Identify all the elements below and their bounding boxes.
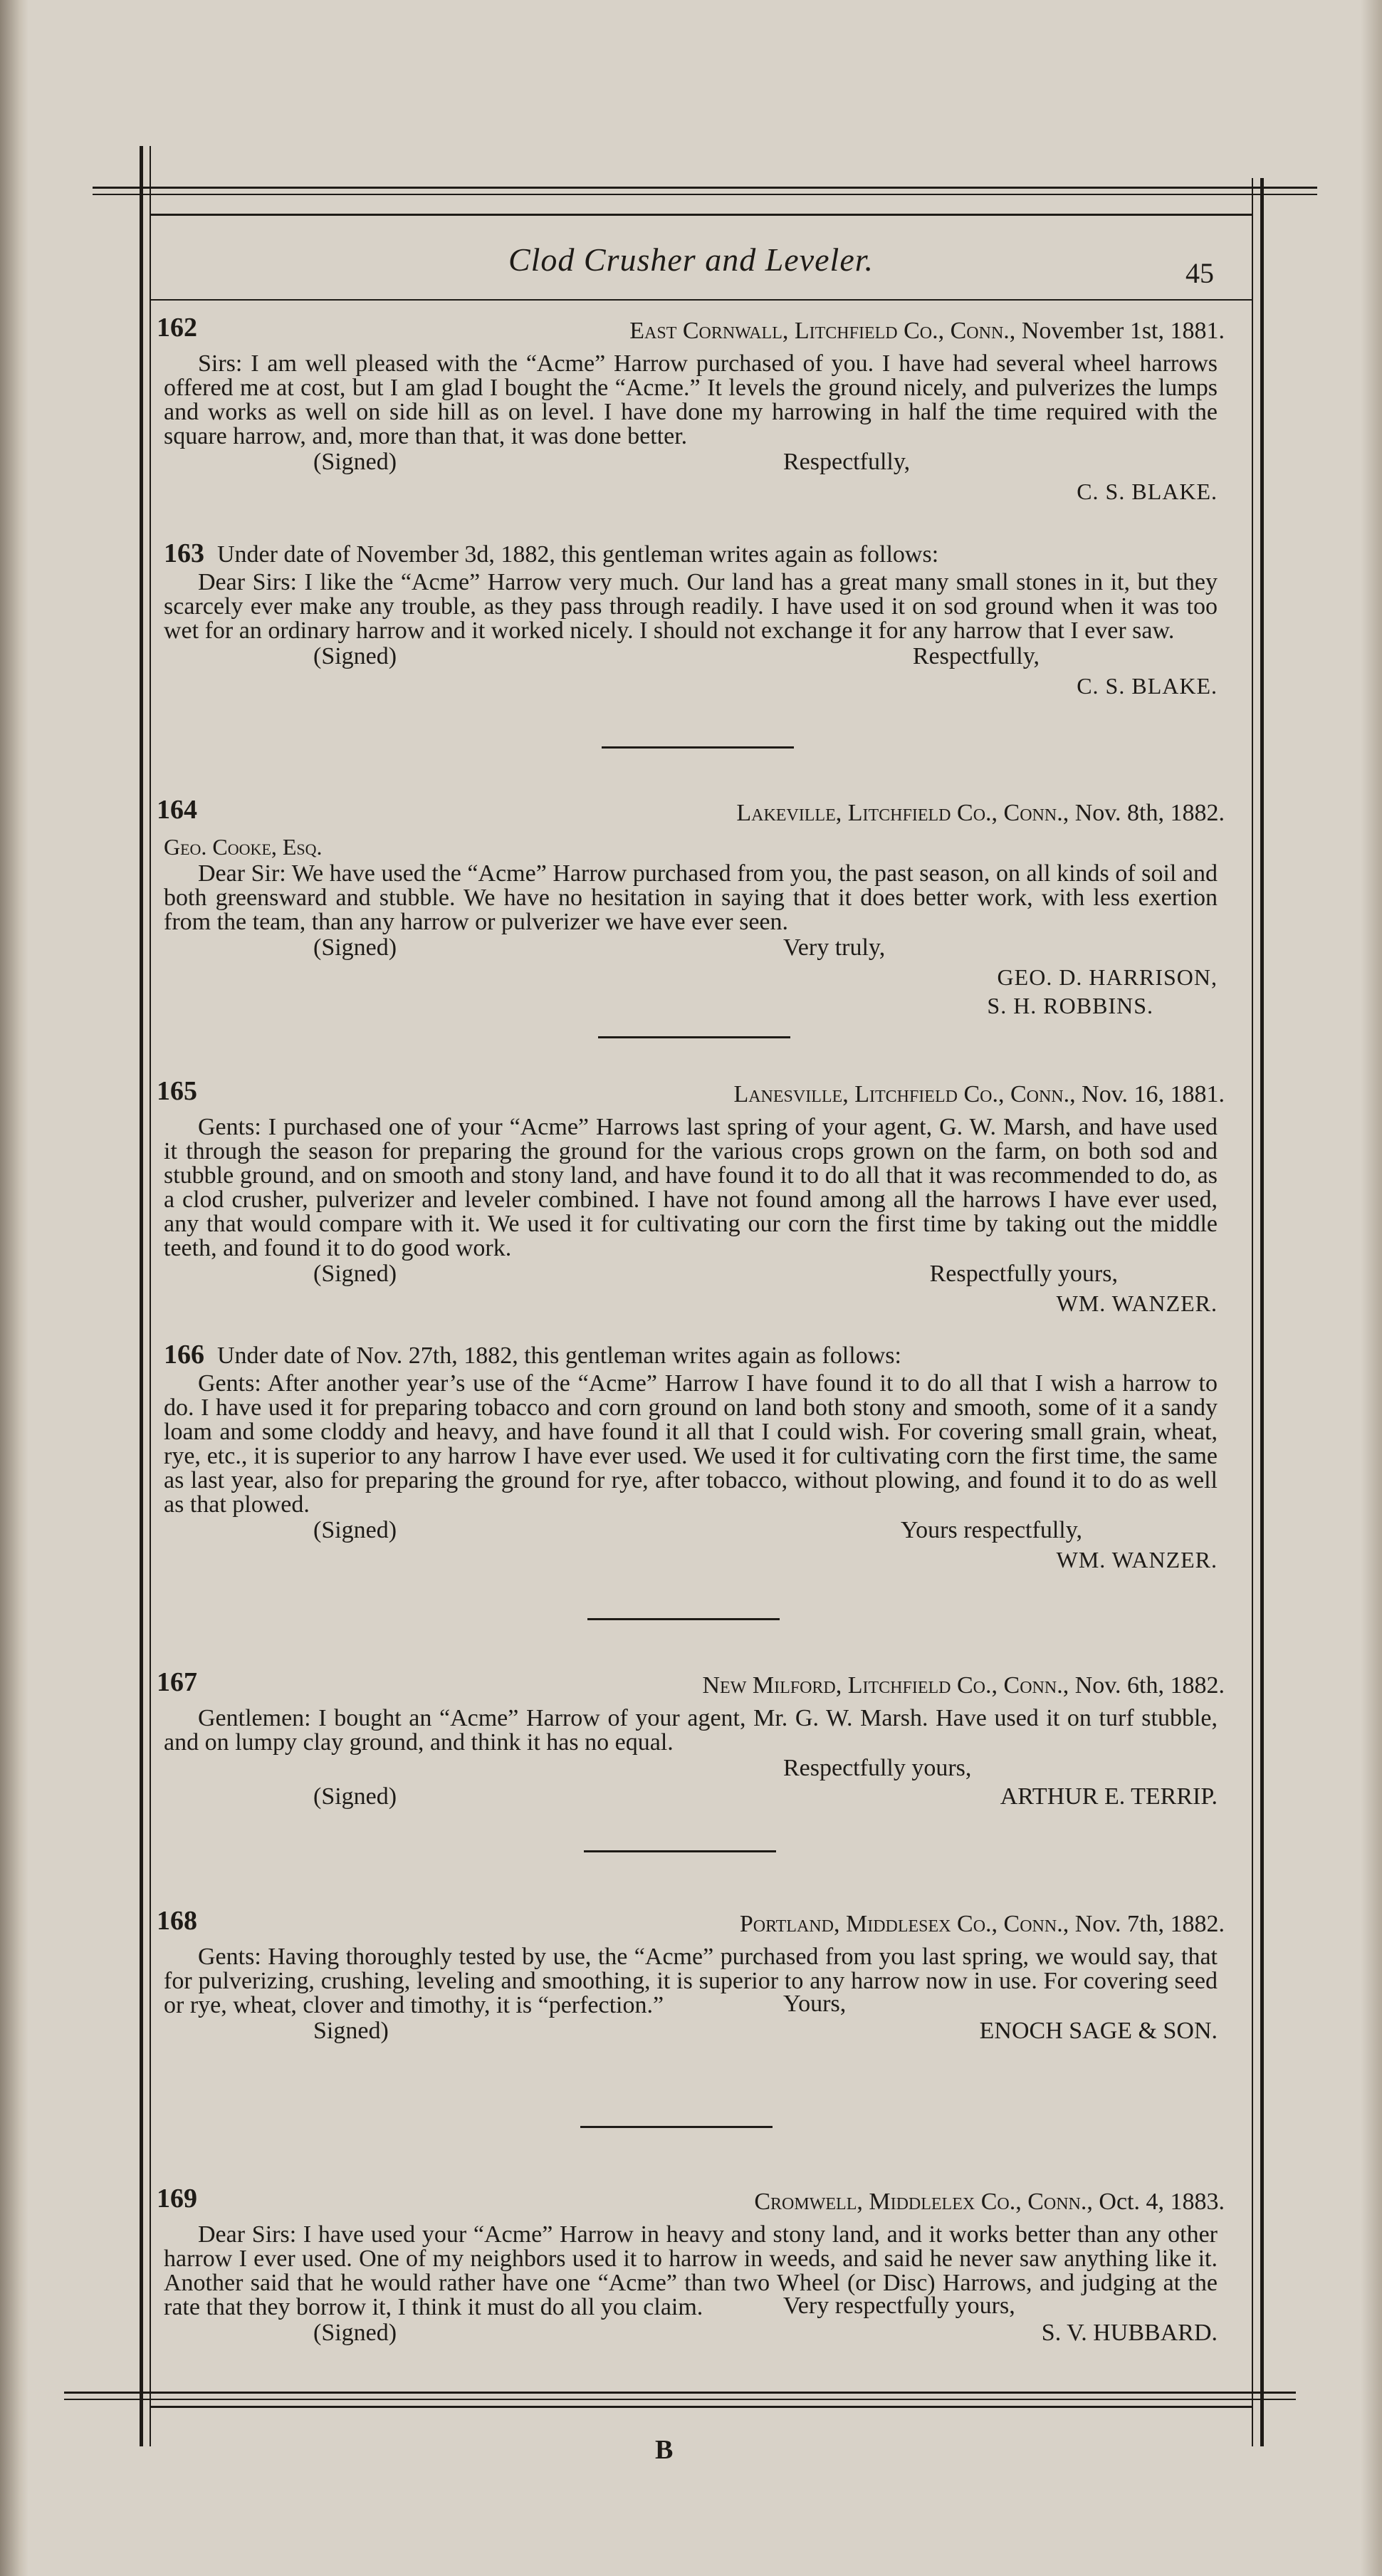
closing: Very respectfully yours, bbox=[783, 2293, 1015, 2319]
header-rule-top-2 bbox=[93, 194, 1317, 195]
page-edge-shadow bbox=[0, 0, 28, 2576]
closing: Yours respectfully, bbox=[901, 1517, 1082, 1543]
border-left-outer bbox=[140, 146, 143, 2446]
border-right-outer bbox=[1260, 178, 1264, 2446]
entry-body: Sirs: I am well pleased with the “Acme” Harrow purchased of you. I have had several wheel harrows offered me at cost, but I am glad I bought the “Acme.” It levels the ground nicely, and pulverizes the lumps and works as well on side hill as on level. I have done my harrowing in half the time required with the square harrow, and, more than that, it was done better. bbox=[164, 350, 1218, 449]
entry-number: 168 bbox=[157, 1906, 197, 1936]
printers-signature-mark: B bbox=[655, 2435, 674, 2465]
signed-label: (Signed) bbox=[313, 2320, 397, 2346]
entry-body: Dear Sirs: I like the “Acme” Harrow very much. Our land has a great many small stones in it, but they scarcely ever make any trouble, as they pass through readily. I have used it on sod ground when it was too wet for an ordinary harrow and it worked nicely. I should not exchange it for any harrow that I ever saw. bbox=[164, 569, 1218, 644]
signed-label: (Signed) bbox=[313, 934, 397, 961]
entry-place: Portland, Middlesex Co., Conn., Nov. 7th, 1882. bbox=[739, 1911, 1225, 1937]
signed-label: Signed) bbox=[313, 2018, 389, 2044]
signature: ARTHUR E. TERRIP. bbox=[1000, 1783, 1218, 1810]
header-rule-bottom bbox=[151, 299, 1252, 301]
signed-label: (Signed) bbox=[313, 1783, 397, 1810]
entry-intro: 163 Under date of November 3d, 1882, this gentleman writes again as follows: bbox=[164, 538, 939, 568]
sign-row bbox=[157, 2018, 1225, 2046]
testimonial-169 bbox=[157, 2183, 1225, 2346]
signature: S. V. HUBBARD. bbox=[1041, 2320, 1218, 2346]
sign-row bbox=[157, 1261, 1225, 1289]
separator-rule bbox=[584, 1850, 776, 1852]
signed-label: (Signed) bbox=[313, 1261, 397, 1287]
entry-body: Gents: I purchased one of your “Acme” Harrows last spring of your agent, G. W. Marsh, and have used it through the season for preparing the ground for the various crops grown on the farm, on both sod and stubble ground, and on smooth and stony land, and have found it to do all that it was recommended to do, as a clod crusher, pulverizer and leveler combined. I have not found among all the harrows I have ever used, any that would compare with it. We used it for cultivating our corn the first time by taking out the middle teeth, and found it to do good work. bbox=[164, 1114, 1218, 1261]
entry-place: Lakeville, Litchfield Co., Conn., Nov. 8th, 1882. bbox=[736, 800, 1225, 826]
footer-rule-2 bbox=[64, 2399, 1296, 2400]
entry-place: New Milford, Litchfield Co., Conn., Nov. 6th, 1882. bbox=[702, 1672, 1225, 1699]
closing-row bbox=[157, 1991, 1225, 2019]
entry-body: Gents: Having thoroughly tested by use, the “Acme” purchased from you last spring, we would say, that for pulverizing, crushing, leveling and smoothing, it is superior to any harrow now in use. For covering seed or rye, wheat, clover and timothy, it is “perfection.” bbox=[164, 1944, 1218, 2018]
closing-row bbox=[157, 2293, 1225, 2321]
signature-second: S. H. ROBBINS. bbox=[987, 993, 1153, 1018]
entry-body: Gentlemen: I bought an “Acme” Harrow of your agent, Mr. G. W. Marsh. Have used it on turf stubble, and on lumpy clay ground, and think it has no equal. bbox=[164, 1705, 1218, 1756]
signed-label: (Signed) bbox=[313, 449, 397, 475]
footer-rule-1 bbox=[64, 2392, 1296, 2394]
entry-place: Lanesville, Litchfield Co., Conn., Nov. 16, 1881. bbox=[733, 1081, 1225, 1107]
entry-place: Cromwell, Middlelex Co., Conn., Oct. 4, 1883. bbox=[754, 2189, 1225, 2215]
sign-row bbox=[157, 643, 1225, 672]
entry-date: Nov. 7th, 1882. bbox=[1074, 1911, 1225, 1937]
sign-row bbox=[157, 934, 1225, 963]
signature: C. S. BLAKE. bbox=[1077, 479, 1218, 504]
entry-number: 163 bbox=[164, 538, 204, 568]
running-title: Clod Crusher and Leveler. bbox=[508, 241, 874, 278]
entry-date: November 1st, 1881. bbox=[1021, 318, 1225, 344]
closing: Respectfully, bbox=[912, 643, 1040, 669]
border-right-inner bbox=[1252, 178, 1253, 2446]
entry-date: Nov. 16, 1881. bbox=[1082, 1081, 1225, 1107]
testimonial-163 bbox=[157, 538, 1225, 700]
header-rule-top-3 bbox=[151, 214, 1252, 216]
border-left-inner bbox=[150, 146, 151, 2446]
page-edge-shadow-right bbox=[1361, 0, 1382, 2576]
testimonial-162 bbox=[157, 312, 1225, 506]
sign-row bbox=[157, 449, 1225, 477]
sign-row bbox=[157, 2320, 1225, 2348]
signed-label: (Signed) bbox=[313, 643, 397, 669]
page-number: 45 bbox=[1185, 257, 1214, 289]
separator-rule bbox=[580, 2126, 773, 2128]
entry-date: Nov. 8th, 1882. bbox=[1074, 800, 1225, 826]
signed-label: (Signed) bbox=[313, 1517, 397, 1543]
signature: ENOCH SAGE & SON. bbox=[979, 2018, 1218, 2044]
closing: Respectfully yours, bbox=[929, 1261, 1118, 1287]
entry-date: Nov. 6th, 1882. bbox=[1074, 1672, 1225, 1699]
testimonial-164 bbox=[157, 794, 1225, 1020]
separator-rule bbox=[598, 1036, 790, 1038]
closing: Very truly, bbox=[783, 934, 886, 961]
entry-number: 164 bbox=[157, 795, 197, 825]
separator-rule bbox=[587, 1618, 780, 1620]
signature: GEO. D. HARRISON, bbox=[997, 964, 1218, 990]
signature: WM. WANZER. bbox=[1056, 1547, 1218, 1573]
entry-date: Oct. 4, 1883. bbox=[1099, 2189, 1225, 2215]
entry-place: East Cornwall, Litchfield Co., Conn., November 1st, 1881. bbox=[629, 318, 1225, 344]
footer-rule-3 bbox=[151, 2406, 1252, 2408]
entry-number: 169 bbox=[157, 2184, 197, 2213]
testimonial-165 bbox=[157, 1075, 1225, 1318]
addressee: Geo. Cooke, Esq. bbox=[164, 834, 323, 860]
testimonial-166 bbox=[157, 1339, 1225, 1574]
sign-row bbox=[157, 1755, 1225, 1783]
sign-row-2 bbox=[157, 1783, 1225, 1812]
entry-number: 162 bbox=[157, 313, 197, 343]
entry-intro: 166 Under date of Nov. 27th, 1882, this gentleman writes again as follows: bbox=[164, 1340, 901, 1370]
closing: Respectfully yours, bbox=[783, 1755, 972, 1781]
testimonial-168 bbox=[157, 1905, 1225, 2044]
separator-rule bbox=[602, 746, 794, 749]
entry-number: 167 bbox=[157, 1667, 197, 1697]
sign-row bbox=[157, 1517, 1225, 1545]
entry-number: 166 bbox=[164, 1340, 204, 1370]
entry-body: Dear Sir: We have used the “Acme” Harrow purchased from you, the past season, on all kinds of soil and both greensward and stubble. We have no hesitation in saying that it does better work, with less exertion from the team, than any harrow or pulverizer we have ever seen. bbox=[164, 860, 1218, 935]
testimonial-167 bbox=[157, 1667, 1225, 1812]
signature: C. S. BLAKE. bbox=[1077, 673, 1218, 699]
entry-body: Gents: After another year’s use of the “Acme” Harrow I have found it to do all that I wish a harrow to do. I have used it for preparing tobacco and corn ground on land both stony and smooth, some of it a sandy loam and some cloddy and heavy, and have found it all that I could wish. For covering small grain, wheat, rye, etc., it is superior to any harrow I have ever used. We used it for cultivating corn the first time, the same as last year, also for preparing the ground for rye, after tobacco, without plowing, and found it to do as well as that plowed. bbox=[164, 1370, 1218, 1518]
header-rule-top bbox=[93, 187, 1317, 189]
closing: Yours, bbox=[783, 1991, 847, 2017]
entry-number: 165 bbox=[157, 1076, 197, 1106]
entry-body: Dear Sirs: I have used your “Acme” Harrow in heavy and stony land, and it works better than any other harrow I ever used. One of my neighbors used it to harrow in weeds, and said he never saw anything like it. Another said that he would rather have one “Acme” than two Wheel (or Disc) Harrows, and judging at the rate that they borrow it, I think it must do all you claim. bbox=[164, 2221, 1218, 2320]
signature: WM. WANZER. bbox=[1056, 1290, 1218, 1316]
closing: Respectfully, bbox=[783, 449, 911, 475]
